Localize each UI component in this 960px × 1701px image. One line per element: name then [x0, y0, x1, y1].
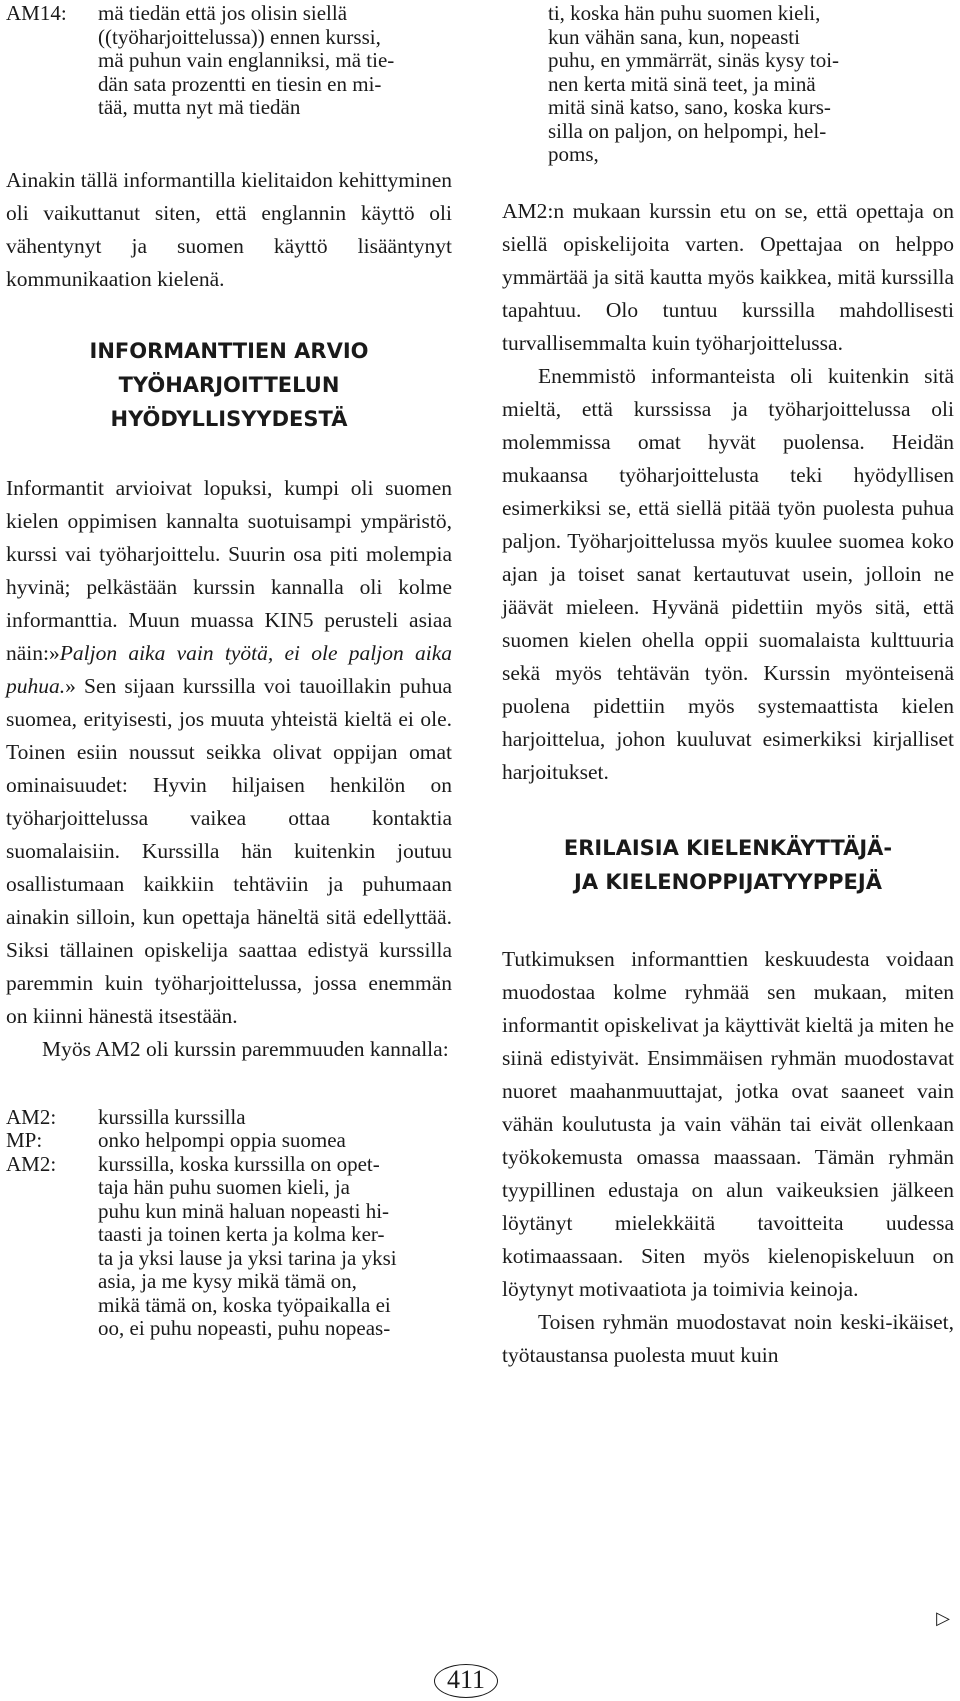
right-column [502, 0, 954, 1372]
transcript-line: ta ja yksi lause ja yksi tarina ja yksi [98, 1245, 397, 1270]
speaker-label: MP: [6, 1128, 43, 1152]
speaker-label: AM2: [6, 1151, 57, 1176]
transcript-line: tää, mutta nyt mä tiedän [98, 95, 301, 119]
transcript-line: taja hän puhu suomen kieli, ja [98, 1175, 350, 1199]
transcript-dialogue [6, 1106, 452, 1341]
transcript-line: onko helpompi oppia suomea [98, 1128, 346, 1152]
transcript-line: silla on paljon, on helpompi, hel- [548, 118, 827, 143]
transcript-line: kun vähän sana, kun, nopeasti [548, 24, 800, 49]
section-heading [502, 831, 954, 899]
speaker-label: AM14: [6, 1, 67, 25]
heading-line: TYÖHARJOITTELUN [118, 372, 340, 397]
transcript-line: puhu, en ymmärrät, sinäs kysy toi- [548, 48, 840, 72]
transcript-line: mä puhun vain englanniksi, mä tie- [98, 48, 395, 72]
paragraph: Tutkimuksen informanttien keskuudesta voidaan muodostaa kolme ryhmää sen mukaan, miten informantit opiskelivat ja käyttivät kieltä ja miten he siinä edistyivät. Ensimmäisen ryhmän muodostavat nuoret maahanmuuttajat, jotka ovat saaneet vain vähän koulutusta ja vain vähän tai eivät ollenkaan työkokemusta omassa maassaan. Tämän ryhmän tyypillinen edustaja on alun vaikeuksien jälkeen löytänyt mielekkäitä tavoitteita uudessa kotimaassaan. Siten myös kielenopiskeluun on löytynyt motivaatiota ja toimivia keinoja. [502, 946, 954, 1301]
paragraph: Myös AM2 oli kurssin paremmuuden kannalla: [42, 1036, 449, 1061]
transcript-line: mitä sinä katso, sano, koska kurs- [548, 95, 831, 119]
transcript-line: kurssilla kurssilla [98, 1104, 246, 1129]
speaker-label: AM2: [6, 1104, 57, 1129]
paragraph-text: Informantit arvioivat lopuksi, kumpi oli suomen kielen oppimisen kannalta suotuisampi ympäristö, kurssi vai työharjoittelu. Suurin osa piti molempia hyvinä; pelkästään kurssin kannalla oli kolme informanttia. Muun muassa KIN5 perusteli asiaa näin:» [6, 475, 452, 665]
paragraph-text: » Sen sijaan kurssilla voi tauoillakin puhua suomea, erityisesti, jos muuta yhteistä kieltä ei ole. Toinen esiin noussut seikka olivat oppijan omat ominaisuudet: Hyvin hiljaisen henkilön on työharjoittelussa vaikea ottaa kontaktia suomalaisiin. Kurssilla hän kuitenkin joutuu osallistumaan kaikkiin tehtäviin ja puhumaan ainakin silloin, kun opettaja häneltä sitä edellyttää. Siksi tällainen opiskelija saattaa edistyä kurssilla paremmin kuin työharjoittelussa, jossa enemmän on kiinni hänestä itsestään. [6, 673, 452, 1028]
transcript-line: asia, ja me kysy mikä tämä on, [98, 1269, 357, 1293]
heading-line: ERILAISIA KIELENKÄYTTÄJÄ- [563, 835, 893, 860]
continue-arrow-icon: ▷ [936, 1608, 950, 1628]
transcript-line: oo, ei puhu nopeasti, puhu nopeas- [98, 1316, 391, 1340]
paragraph: Enemmistö informanteista oli kuitenkin sitä mieltä, että kurssissa ja työharjoittelussa oli molemmissa omat hyvät puolensa. Heidän mukaansa työharjoittelusta teki hyödyllisen esimerkiksi se, että siellä pitää työn puolesta puhua paljon. Työharjoittelussa myös kuulee suomea koko ajan ja toiset sanat kertautuvat usein, jolloin ne jäävät mieleen. Hyvänä pidettiin myös sitä, että suomen kielen ohella oppii suomalaista kulttuuria sekä myös tehtävän työn. Kurssin myönteisenä puolena pidettiin myös systemaattista kielen harjoittelua, johon kuuluvat esimerkiksi kirjalliset harjoitukset. [502, 363, 954, 784]
transcript-line: mä tiedän että jos olisin siellä [98, 1, 348, 25]
transcript-line: dän sata prozentti en tiesin en mi- [98, 71, 382, 96]
section-heading [6, 334, 452, 436]
paragraph [6, 472, 452, 1033]
transcript-line: ((työharjoittelussa)) ennen kurssi, [98, 24, 381, 49]
quote-italic: Paljon aika vain työtä, ei ole paljon aika puhua. [6, 640, 452, 698]
transcript-line: poms, [548, 142, 599, 166]
left-column [6, 0, 452, 1341]
paragraph: AM2:n mukaan kurssin etu on se, että opettaja on siellä opiskelijoita varten. Opettajaa on helppo ymmärtää ja sitä kautta myös kaikkea, mitä kurssilla tapahtuu. Olo tuntuu kurssilla mahdollisesti turvallisemmalta kuin työharjoittelussa. [502, 198, 954, 355]
heading-line: JA KIELENOPPIJATYYPPEJÄ [574, 869, 882, 894]
transcript-line: nen kerta mitä sinä teet, ja minä [548, 71, 816, 96]
transcript-line: kurssilla, koska kurssilla on opet- [98, 1151, 380, 1176]
transcript-line: ti, koska hän puhu suomen kieli, [548, 1, 821, 25]
transcript-line: taasti ja toinen kerta ja kolma ker- [98, 1222, 385, 1246]
transcript-am14 [6, 2, 452, 120]
paragraph: Ainakin tällä informantilla kielitaidon kehittyminen oli vaikuttanut siten, että englannin käyttö oli vähentynyt ja suomen käyttö lisääntynyt kommunikaation kielenä. [6, 167, 452, 291]
paragraph: Toisen ryhmän muodostavat noin keski-ikäiset, työtaustansa puolesta muut kuin [502, 1309, 954, 1367]
heading-line: INFORMANTTIEN ARVIO [89, 338, 369, 363]
transcript-line: mikä tämä on, koska työpaikalla ei [98, 1292, 391, 1317]
page-number [434, 1664, 498, 1698]
heading-line: HYÖDYLLISYYDESTÄ [110, 406, 348, 431]
transcript-line: puhu kun minä haluan nopeasti hi- [98, 1198, 390, 1223]
transcript-continuation [548, 2, 954, 167]
page-number-value: 411 [434, 1664, 498, 1698]
